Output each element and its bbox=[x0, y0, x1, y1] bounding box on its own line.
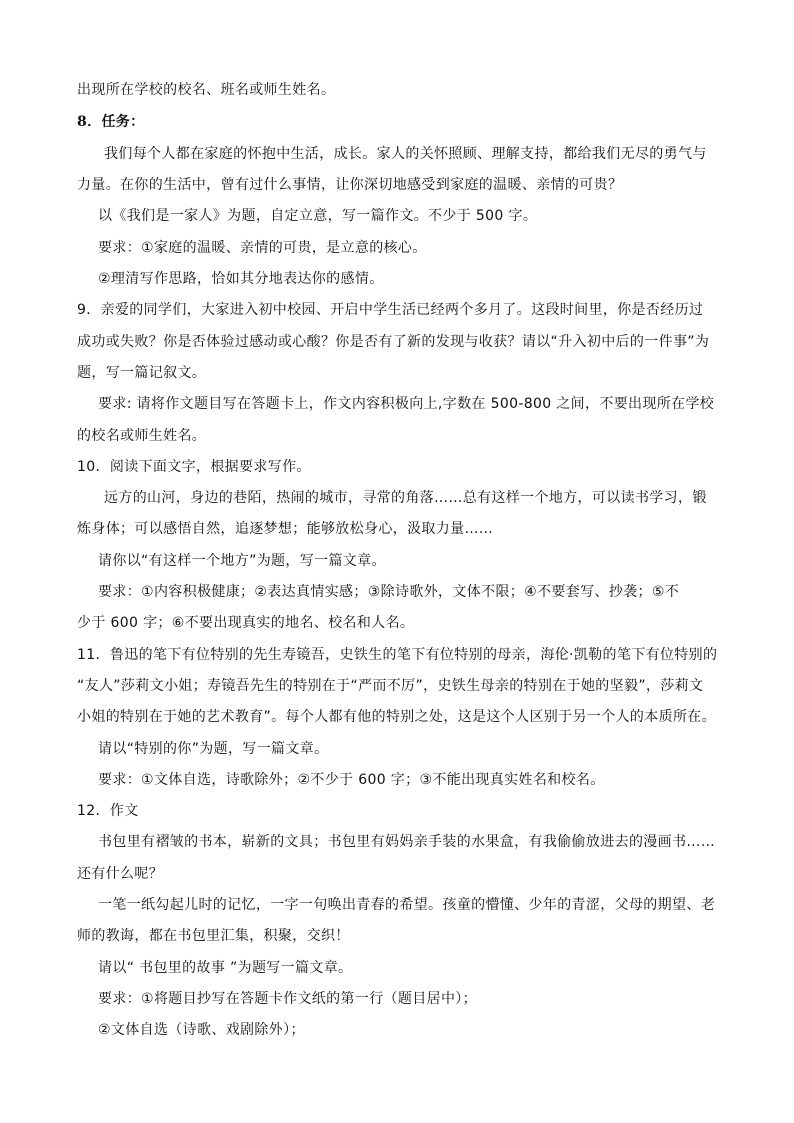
text-line: ②文体自选（诗歌、戏剧除外）； bbox=[98, 1022, 305, 1038]
text-line: 要求：①内容积极健康；②表达真情实感；③除诗歌外，文体不限；④不要套写、抄袭；⑤不 bbox=[98, 584, 680, 600]
text-line: 远方的山河，身边的巷陌，热闹的城市，寻常的角落……总有这样一个地方，可以读书学习，锻 bbox=[104, 490, 707, 506]
text-line: 我们每个人都在家庭的怀抱中生活，成长。家人的关怀照顾、理解支持，都给我们无尽的勇气与 bbox=[104, 146, 707, 162]
text-line: 请以“ 书包里的故事 ”为题写一篇文章。 bbox=[98, 960, 353, 976]
text-line: 要求: 请将作文题目写在答题卡上，作文内容积极向上,字数在 500-800 之间，不要出现所在学校 bbox=[98, 396, 715, 412]
text-line: 一笔一纸勾起儿时的记忆，一字一句唤出青春的希望。孩童的懵懂、少年的青涩，父母的期望、老 bbox=[98, 897, 716, 913]
text-line: 请以“特别的你”为题，写一篇文章。 bbox=[98, 741, 329, 757]
text-line: 力量。在你的生活中，曾有过什么事情，让你深切地感受到家庭的温暖、亲情的可贵？ bbox=[77, 177, 623, 193]
text-line: “友人”莎莉文小姐；寿镜吾先生的特别在于“严而不厉”，史铁生母亲的特别在于她的坚毅”，莎莉文 bbox=[77, 678, 704, 694]
text-line: 出现所在学校的校名、班名或师生姓名。 bbox=[77, 82, 336, 98]
text-line: 还有什么呢？ bbox=[77, 866, 164, 882]
question-11-heading: 11．鲁迅的笔下有位特别的先生寿镜吾，史铁生的笔下有位特别的母亲，海伦·凯勒的笔下有位特别的 bbox=[77, 647, 718, 663]
text-line: 书包里有褶皱的书本，崭新的文具；书包里有妈妈亲手装的水果盒，有我偷偷放进去的漫画书…… bbox=[98, 834, 716, 850]
text-line: 的校名或师生姓名。 bbox=[77, 428, 207, 444]
text-line: 成功或失败？你是否体验过感动或心酸？你是否有了新的发现与收获？请以“升入初中后的一件事”为 bbox=[77, 334, 710, 350]
text-line: 少于 600 字；⑥不要出现真实的地名、校名和人名。 bbox=[77, 615, 415, 631]
text-line: 要求：①将题目抄写在答题卡作文纸的第一行（题目居中）； bbox=[98, 991, 477, 1007]
text-line: 小姐的特别在于她的艺术教育”。每个人都有他的特别之处，这是这个人区别于另一个人的本质所在。 bbox=[77, 709, 716, 725]
text-line: 以《我们是一家人》为题，自定立意，写一篇作文。不少于 500 字。 bbox=[98, 208, 538, 224]
question-9-heading: 9．亲爱的同学们，大家进入初中校园、开启中学生活已经两个多月了。这段时间里，你是否经历过 bbox=[77, 302, 704, 318]
text-line: ②理清写作思路，恰如其分地表达你的感情。 bbox=[98, 271, 384, 287]
question-8-heading: 8．任务： bbox=[77, 114, 145, 130]
text-line: 要求：①文体自选，诗歌除外；②不少于 600 字；③不能出现真实姓名和校名。 bbox=[98, 772, 605, 788]
question-10-heading: 10．阅读下面文字，根据要求写作。 bbox=[77, 459, 311, 475]
text-line: 请你以“有这样一个地方”为题，写一篇文章。 bbox=[98, 553, 386, 569]
text-line: 师的教诲，都在书包里汇集，积聚，交织！ bbox=[77, 928, 350, 944]
question-12-heading: 12．作文 bbox=[77, 803, 139, 819]
text-line: 要求：①家庭的温暖、亲情的可贵，是立意的核心。 bbox=[98, 240, 427, 256]
text-line: 题，写一篇记叙文。 bbox=[77, 365, 207, 381]
text-line: 炼身体；可以感悟自然，追逐梦想；能够放松身心，汲取力量…… bbox=[77, 521, 494, 537]
